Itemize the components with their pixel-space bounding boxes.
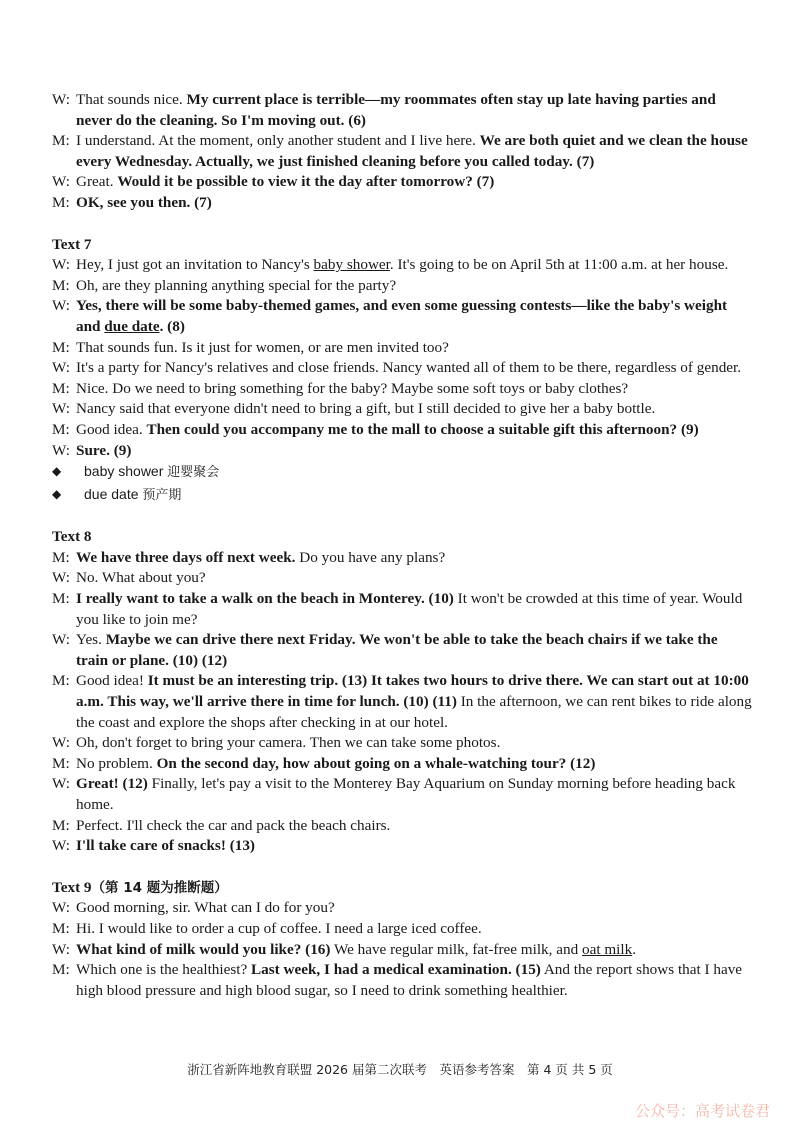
diamond-bullet-icon: ◆ (52, 464, 62, 479)
dialogue-line (52, 379, 752, 400)
key-phrase: baby shower (313, 256, 390, 274)
vocab-note (52, 484, 752, 507)
dialogue-text: It's a party for Nancy's relatives and close friends. Nancy wanted all of them to be there, regardless of gender. (76, 359, 742, 377)
section-heading-text: Text 7 (52, 235, 92, 253)
dialogue-line (52, 255, 752, 276)
key-phrase: I'll take care of snacks! (13) (76, 837, 255, 855)
speaker-label: W: (52, 631, 70, 649)
speaker-label: W: (52, 91, 70, 108)
dialogue-text: Do you have any plans? (295, 548, 446, 566)
speaker-label: M: (52, 276, 70, 294)
dialogue-text: Oh, are they planning anything special for the party? (76, 276, 397, 294)
speaker-label: M: (52, 193, 70, 211)
key-phrase: I really want to take a walk on the beach in Monterey. (10) (76, 590, 454, 608)
speaker-label: W: (52, 359, 70, 377)
page-footer: 浙江省新阵地教育联盟 2026 届第二次联考 英语参考答案 第 4 页 共 5 页 (187, 1062, 613, 1077)
dialogue-line (52, 898, 752, 919)
dialogue-text: We have regular milk, fat-free milk, and (330, 940, 582, 958)
speaker-label: W: (52, 899, 70, 917)
speaker-label: W: (52, 940, 70, 958)
dialogue-line (52, 296, 752, 337)
section-heading-text: Text 9 (52, 878, 92, 896)
dialogue-text: Oh, don't forget to bring your camera. Then we can take some photos. (76, 734, 501, 752)
speaker-label: M: (52, 379, 70, 397)
section-heading (52, 527, 752, 548)
speaker-label: W: (52, 256, 70, 274)
section-heading-note: （第 14 题为推断题） (91, 879, 228, 896)
key-phrase: We have three days off next week. (76, 548, 296, 566)
key-phrase: Great! (12) (76, 775, 148, 793)
key-phrase: Yes, there will be some baby-themed games, and even some guessing contests—like the baby's weight and (76, 297, 728, 335)
speaker-label: W: (52, 569, 70, 587)
dialogue-line (52, 630, 752, 671)
key-phrase: Then could you accompany me to the mall to choose a suitable gift this afternoon? (9) (146, 420, 699, 438)
speaker-label: W: (52, 734, 70, 752)
dialogue-text: Which one is the healthiest? (76, 961, 252, 979)
dialogue-text: Nice. Do we need to bring something for the baby? Maybe some soft toys or baby clothes? (76, 379, 629, 397)
vocab-term: due date (84, 485, 143, 502)
dialogue-text: Nancy said that everyone didn't need to bring a gift, but I still decided to give her a baby bottle. (76, 400, 656, 418)
key-phrase: due date (104, 317, 160, 335)
speaker-label: M: (52, 590, 70, 608)
dialogue-line (52, 919, 752, 940)
dialogue-line (52, 441, 752, 462)
key-phrase: Would it be possible to view it the day after tomorrow? (7) (117, 173, 495, 191)
speaker-label: W: (52, 173, 70, 191)
key-phrase: oat milk (581, 940, 633, 958)
speaker-label: M: (52, 420, 70, 438)
dialogue-line (52, 589, 752, 630)
speaker-label: W: (52, 297, 70, 315)
dialogue-text: And the report shows that I have high blood pressure and high blood sugar, so I need to drink something healthier. (76, 961, 743, 999)
speaker-label: M: (52, 961, 70, 979)
vocab-meaning: 迎婴聚会 (167, 465, 220, 481)
dialogue-line (52, 90, 752, 131)
key-phrase: Sure. (9) (76, 441, 132, 459)
dialogue-text: I understand. At the moment, only another student and I live here. (76, 132, 480, 150)
dialogue-text: . (632, 940, 636, 958)
dialogue-line (52, 338, 752, 359)
dialogue-line (52, 276, 752, 297)
dialogue-text: . It's going to be on April 5th at 11:00 a.m. at her house. (389, 256, 729, 274)
key-phrase: . (8) (159, 317, 185, 335)
dialogue-text: Perfect. I'll check the car and pack the beach chairs. (76, 816, 391, 834)
dialogue-line (52, 172, 752, 193)
key-phrase: What kind of milk would you like? (16) (76, 940, 331, 958)
dialogue-line (52, 733, 752, 754)
dialogue-line (52, 671, 752, 733)
dialogue-line (52, 754, 752, 775)
dialogue-text: No. What about you? (76, 569, 206, 587)
answer-key-transcript (52, 90, 752, 1001)
dialogue-line (52, 568, 752, 589)
dialogue-text: Hey, I just got an invitation to Nancy's (76, 256, 314, 274)
dialogue-line (52, 774, 752, 815)
speaker-label: W: (52, 837, 70, 855)
speaker-label: W: (52, 775, 70, 793)
key-phrase: On the second day, how about going on a whale-watching tour? (12) (156, 754, 596, 772)
dialogue-line (52, 940, 752, 961)
vocab-meaning: 预产期 (142, 487, 182, 503)
speaker-label: M: (52, 338, 70, 356)
key-phrase: My current place is terrible—my roommates often stay up late having parties and never do the cleaning. So I'm moving out. (6) (76, 91, 716, 129)
section-gap (52, 857, 752, 878)
speaker-label: W: (52, 441, 70, 459)
dialogue-text: Yes. (76, 631, 106, 649)
section-heading (52, 235, 752, 256)
speaker-label: M: (52, 132, 70, 150)
key-phrase: Last week, I had a medical examination. (15) (251, 961, 541, 979)
dialogue-line (52, 420, 752, 441)
speaker-label: M: (52, 754, 70, 772)
dialogue-text: It won't be crowded at this time of year. Would you like to join me? (76, 590, 743, 628)
section-heading (52, 878, 752, 899)
speaker-label: M: (52, 548, 70, 566)
key-phrase: We are both quiet and we clean the house every Wednesday. Actually, we just finished cleaning before you called today. (7) (76, 132, 748, 170)
section-heading-text: Text 8 (52, 528, 92, 546)
key-phrase: It must be an interesting trip. (13) It takes two hours to drive there. We can start out at 10:00 a.m. This way, we'll arrive there in time for lunch. (10) (11) (76, 672, 749, 711)
dialogue-text: Hi. I would like to order a cup of coffee. I need a large iced coffee. (76, 919, 482, 937)
dialogue-text: Good idea! (76, 672, 148, 690)
dialogue-text: That sounds fun. Is it just for women, or are men invited too? (76, 338, 449, 356)
dialogue-line (52, 193, 752, 214)
dialogue-line (52, 548, 752, 569)
dialogue-line (52, 816, 752, 837)
section-gap (52, 506, 752, 527)
speaker-label: W: (52, 400, 70, 418)
dialogue-text: Great. (76, 173, 118, 191)
key-phrase: Maybe we can drive there next Friday. We won't be able to take the beach chairs if we take the train or plane. (10) (12) (76, 631, 718, 669)
vocab-term: baby shower (84, 463, 168, 480)
dialogue-line (52, 836, 752, 857)
dialogue-text: Good idea. (76, 420, 147, 438)
dialogue-text: No problem. (76, 754, 157, 772)
speaker-label: M: (52, 816, 70, 834)
diamond-bullet-icon: ◆ (52, 486, 62, 501)
dialogue-text: Finally, let's pay a visit to the Monterey Bay Aquarium on Sunday morning before heading back home. (76, 775, 736, 813)
dialogue-text: Good morning, sir. What can I do for you? (76, 899, 335, 917)
speaker-label: M: (52, 919, 70, 937)
vocab-note (52, 461, 752, 484)
section-gap (52, 214, 752, 235)
dialogue-text: That sounds nice. (76, 91, 187, 108)
speaker-label: M: (52, 672, 70, 690)
watermark: 公众号：高考试卷君 (634, 1102, 770, 1120)
dialogue-line (52, 358, 752, 379)
dialogue-line (52, 960, 752, 1001)
key-phrase: OK, see you then. (7) (76, 193, 212, 211)
dialogue-text: In the afternoon, we can rent bikes to ride along the coast and explore the shops after checking in at our hotel. (76, 693, 752, 731)
dialogue-line (52, 399, 752, 420)
dialogue-line (52, 131, 752, 172)
